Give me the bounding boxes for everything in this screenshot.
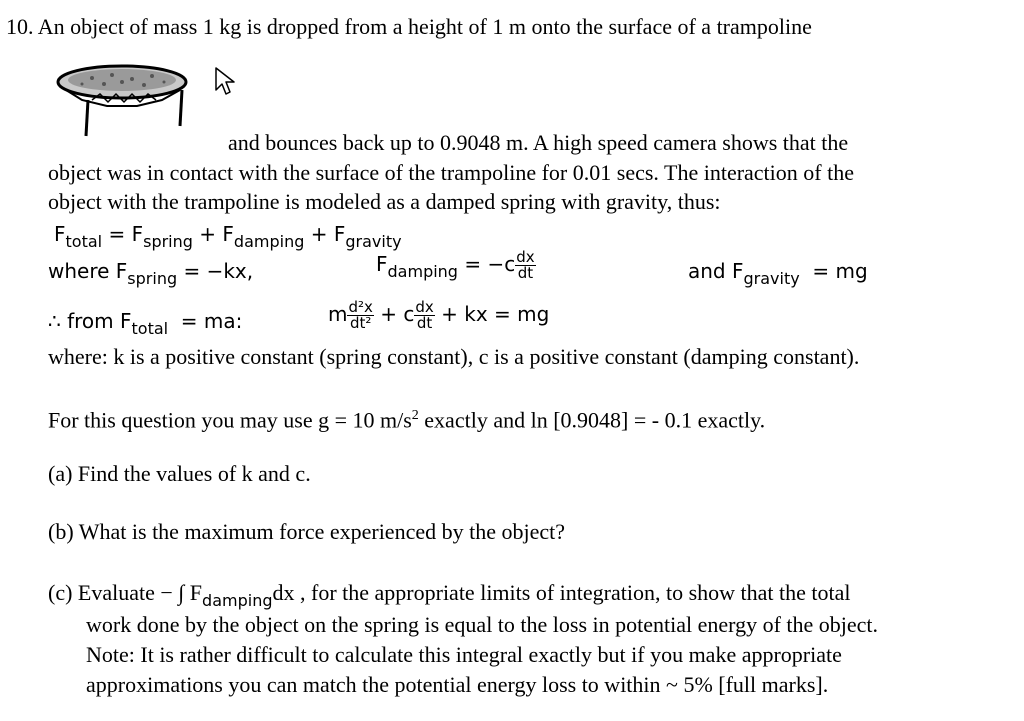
eq2-sub-gravity: gravity (743, 269, 800, 288)
eq1-F3: F (222, 222, 234, 246)
eq1-sub-total: total (65, 232, 103, 251)
eq3-m: m (328, 302, 348, 326)
equation-gravity-def (688, 258, 868, 286)
equation-ode (328, 300, 549, 331)
equation-total-force (54, 221, 402, 249)
equation-spring-def (48, 258, 253, 286)
eq1-equals: = (102, 222, 132, 246)
question-line-1: 10. An object of mass 1 kg is dropped from a height of 1 m onto the surface of a trampoline (6, 14, 812, 39)
equation-newton-label (48, 308, 242, 336)
eq1-sub-damping: damping (233, 232, 305, 251)
part-a: (a) Find the values of k and c. (48, 461, 311, 486)
eq2-F-damping: F (376, 252, 388, 276)
equation-damping-def (376, 250, 536, 281)
given-text-1: For this question you may use g = 10 m/s (48, 407, 412, 433)
eq3-frac1-den: dt² (347, 315, 373, 331)
eq3-sub-total: total (131, 319, 169, 338)
constants-description: where: k is a positive constant (spring constant), c is a positive constant (damping constant). (48, 344, 860, 369)
given-text-2: exactly and ln [0.9048] = - 0.1 exactly. (418, 407, 766, 433)
part-c-line-2: work done by the object on the spring is equal to the loss in potential energy of the object. (86, 612, 879, 637)
eq1-sub-gravity: gravity (345, 232, 402, 251)
eq2-frac-num: dx (516, 248, 535, 266)
eq1-F4: F (333, 222, 346, 246)
eq2-rhs2: = −c (457, 252, 516, 276)
eq2-rhs: = −kx, (177, 259, 254, 283)
eq2-sub-damping: damping (387, 262, 458, 281)
eq2-where: where F (48, 259, 128, 283)
question-line-4: object with the trampoline is modeled as a damped spring with gravity, thus: (48, 189, 721, 214)
eq3-frac1-num: d²x (348, 298, 373, 316)
eq1-sub-spring: spring (143, 232, 193, 251)
eq2-frac-den: dt (515, 265, 535, 281)
given-values (48, 403, 765, 433)
eq2-and: and F (688, 259, 744, 283)
part-c-line-3: Note: It is rather difficult to calculate this integral exactly but if you make appropriate (86, 642, 842, 667)
part-c-prefix: (c) Evaluate − ∫ F (48, 580, 203, 605)
eq2-fraction-dx-dt (515, 250, 535, 281)
eq3-plus-c: + c (373, 302, 415, 326)
cursor-arrow-icon (214, 66, 236, 98)
eq3-frac2-den: dt (414, 315, 434, 331)
question-line-3: object was in contact with the surface of the trampoline for 0.01 secs. The interaction of the (48, 160, 854, 185)
eq3-tail: + kx = mg (434, 302, 550, 326)
eq3-fraction-d2x-dt2 (347, 300, 373, 331)
trampoline-icon (52, 56, 202, 140)
eq3-rhs: = ma: (168, 309, 243, 333)
part-c-rest: dx , for the appropriate limits of integration, to show that the total (272, 580, 851, 605)
eq1-F: F (54, 222, 66, 246)
part-b: (b) What is the maximum force experienced by the object? (48, 519, 565, 544)
eq1-plus-2: + (304, 222, 334, 246)
eq2-sub-spring: spring (127, 269, 178, 288)
eq3-therefore: ∴ from F (48, 309, 132, 333)
part-c-line-4: approximations you can match the potential energy loss to within ~ 5% [full marks]. (86, 672, 829, 697)
eq1-F2: F (131, 222, 144, 246)
part-c-sub-damping: damping (202, 591, 273, 610)
given-superscript: 2 (411, 408, 419, 423)
eq1-plus-1: + (192, 222, 223, 246)
question-line-2: and bounces back up to 0.9048 m. A high speed camera shows that the (228, 130, 849, 155)
eq3-frac2-num: dx (415, 298, 434, 316)
eq3-fraction-dx-dt (414, 300, 434, 331)
eq2-rhs3: = mg (799, 259, 868, 283)
part-c-line-1 (48, 580, 850, 608)
